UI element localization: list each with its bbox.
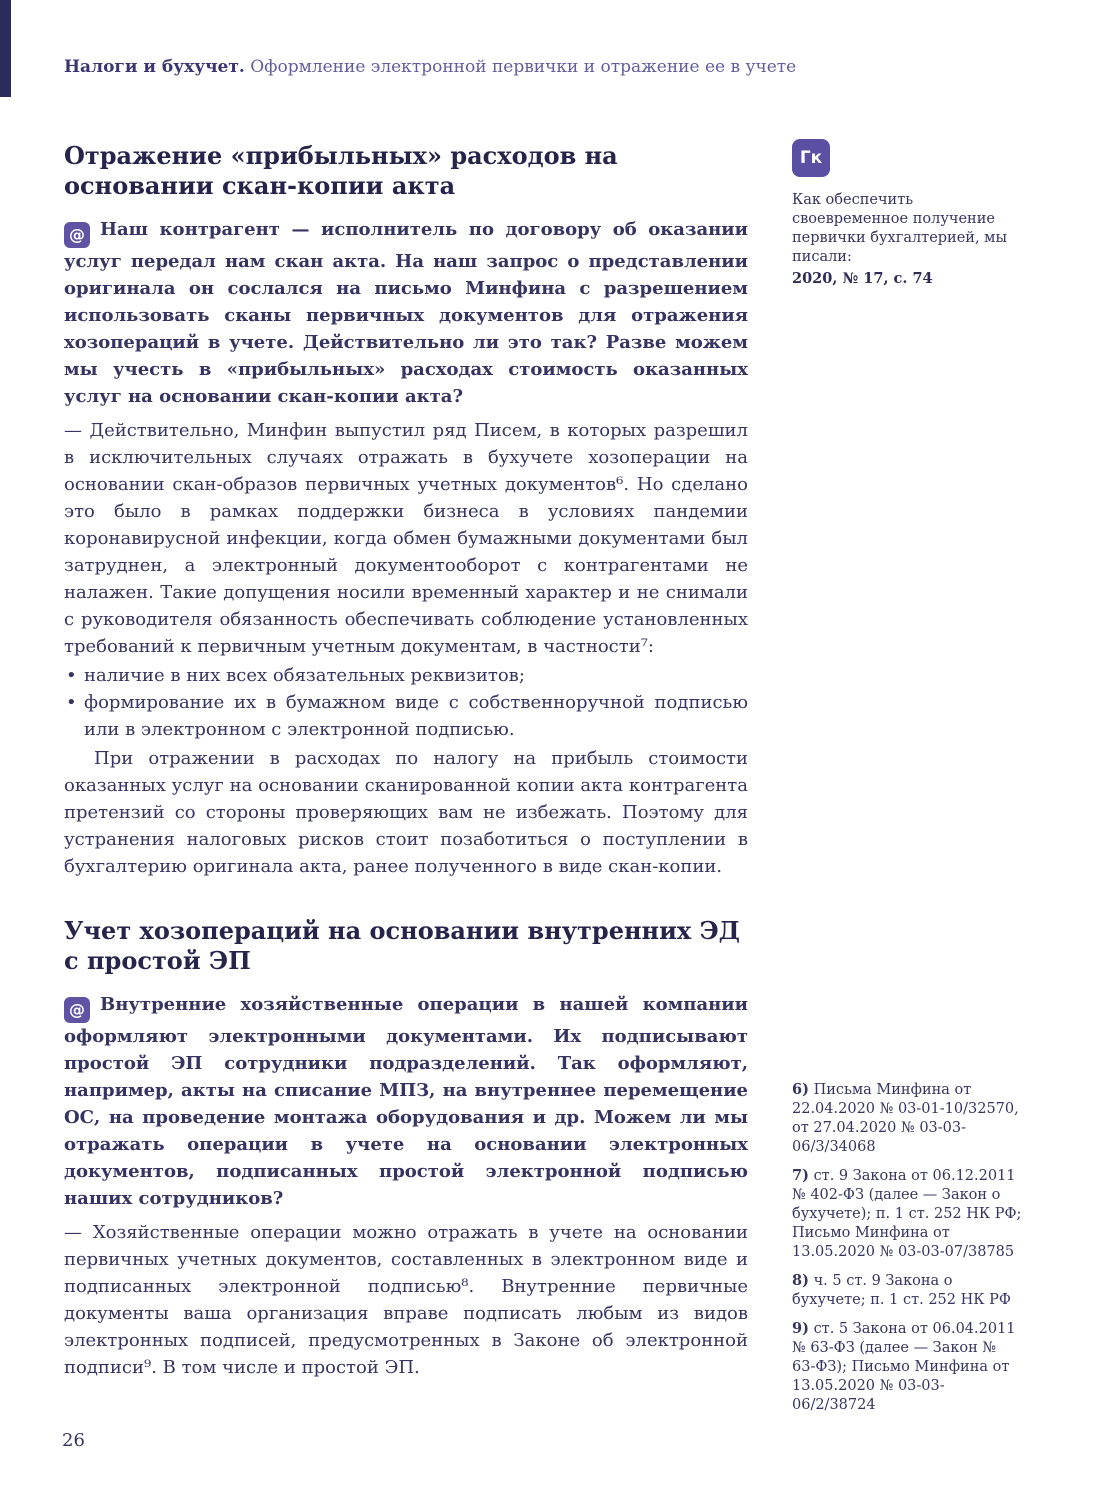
footnote-9: [792, 1319, 1024, 1415]
question-paragraph-1: [64, 216, 748, 410]
footnote-8: [792, 1271, 1024, 1310]
question-at-icon: @: [64, 222, 90, 248]
section-heading-2: Учет хозопераций на основании внутренних ЭД с простой ЭП: [64, 916, 741, 975]
running-head: [64, 56, 1044, 78]
question-text-2: Внутренние хозяйственные операции в нашей компании оформляют электронными документами. Их подписывают простой ЭП сотрудники подразделений. Так оформляют, например, акты на списание МПЗ, на внутреннее перемещение ОС, на проведение монтажа оборудования и др. Можем ли мы отражать операции в учете на основании электронных документов, подписанных простой электронной подписью наших сотрудников?: [64, 994, 748, 1209]
question-text-1: Наш контрагент — исполнитель по договору об оказании услуг передал нам скан акта. На наш запрос о представлении оригинала он сослался на письмо Минфина с разрешением использовать сканы первичных документов для отражения хозопераций в учете. Действительно ли это так? Разве можем мы учесть в «прибыльных» расходах стоимость оказанных услуг на основании скан-копии акта?: [64, 219, 748, 407]
footnotes-block: [792, 1080, 1024, 1424]
footnote-marker: 8): [792, 1272, 809, 1289]
magazine-title: Налоги и бухучет.: [64, 57, 245, 77]
footnote-text: ст. 5 Закона от 06.04.2011 № 63-ФЗ (далее — Закон № 63-ФЗ); Письмо Минфина от 13.05.2020 № 03-03-06/2/38724: [792, 1321, 1016, 1413]
sidebar-note: [792, 139, 1024, 288]
main-column: [64, 141, 748, 1383]
footnote-text: ст. 9 Закона от 06.12.2011 № 402-ФЗ (далее — Закон о бухучете); п. 1 ст. 252 НК РФ; Письмо Минфина от 13.05.2020 № 03-03-07/38785: [792, 1168, 1022, 1260]
page-number: 26: [62, 1430, 85, 1451]
list-item: • наличие в них всех обязательных реквизитов;: [64, 662, 748, 689]
sidebar-note-reference: 2020, № 17, с. 74: [792, 270, 933, 287]
question-at-icon: @: [64, 997, 90, 1023]
footnote-7: [792, 1166, 1024, 1262]
article-title: Оформление электронной первички и отражение ее в учете: [250, 57, 797, 77]
answer-paragraph-2: При отражении в расходах по налогу на прибыль стоимости оказанных услуг на основании сканированной копии акта контрагента претензий со стороны проверяющих вам не избежать. Поэтому для устранения налоговых рисков стоит позаботиться о поступлении в бухгалтерию оригинала акта, ранее полученного в виде скан-копии.: [64, 748, 748, 877]
footnote-6: [792, 1080, 1024, 1157]
sidebar-note-text: Как обеспечить своевременное получение первички бухгалтерией, мы писали:: [792, 192, 1008, 265]
question-paragraph-2: [64, 991, 748, 1212]
footnote-marker: 7): [792, 1167, 809, 1184]
section-heading-1: Отражение «прибыльных» расходов на основании скан-копии акта: [64, 141, 618, 200]
footnote-text: ч. 5 ст. 9 Закона о бухучете; п. 1 ст. 252 НК РФ: [792, 1273, 1011, 1308]
list-item: • формирование их в бумажном виде с собственноручной подписью или в электронном с электронной подписью.: [64, 689, 748, 743]
requirements-list: [64, 662, 748, 743]
gk-logo-icon: Гк: [792, 139, 830, 177]
footnote-marker: 9): [792, 1320, 809, 1337]
answer-paragraph-3: — Хозяйственные операции можно отражать в учете на основании первичных учетных документов, составленных в электронном виде и подписанных электронной подписью⁸. Внутренние первичные документы ваша организация вправе подписать любым из видов электронных подписей, предусмотренных в Законе об электронной подписи⁹. В том числе и простой ЭП.: [64, 1222, 748, 1378]
answer-paragraph-1: — Действительно, Минфин выпустил ряд Писем, в которых разрешил в исключительных случаях отражать в бухучете хозоперации на основании скан-образов первичных учетных документов⁶. Но сделано это было в рамках поддержки бизнеса в условиях пандемии коронавирусной инфекции, когда обмен бумажными документами был затруднен, а электронный документооборот с контрагентами не налажен. Такие допущения носили временный характер и не снимали с руководителя обязанность обеспечивать соблюдение установленных требований к первичным учетным документам, в частности⁷:: [64, 420, 748, 657]
footnote-text: Письма Минфина от 22.04.2020 № 03-01-10/32570, от 27.04.2020 № 03-03-06/3/34068: [792, 1082, 1019, 1155]
footnote-marker: 6): [792, 1081, 809, 1098]
corner-accent-bar: [0, 0, 11, 97]
